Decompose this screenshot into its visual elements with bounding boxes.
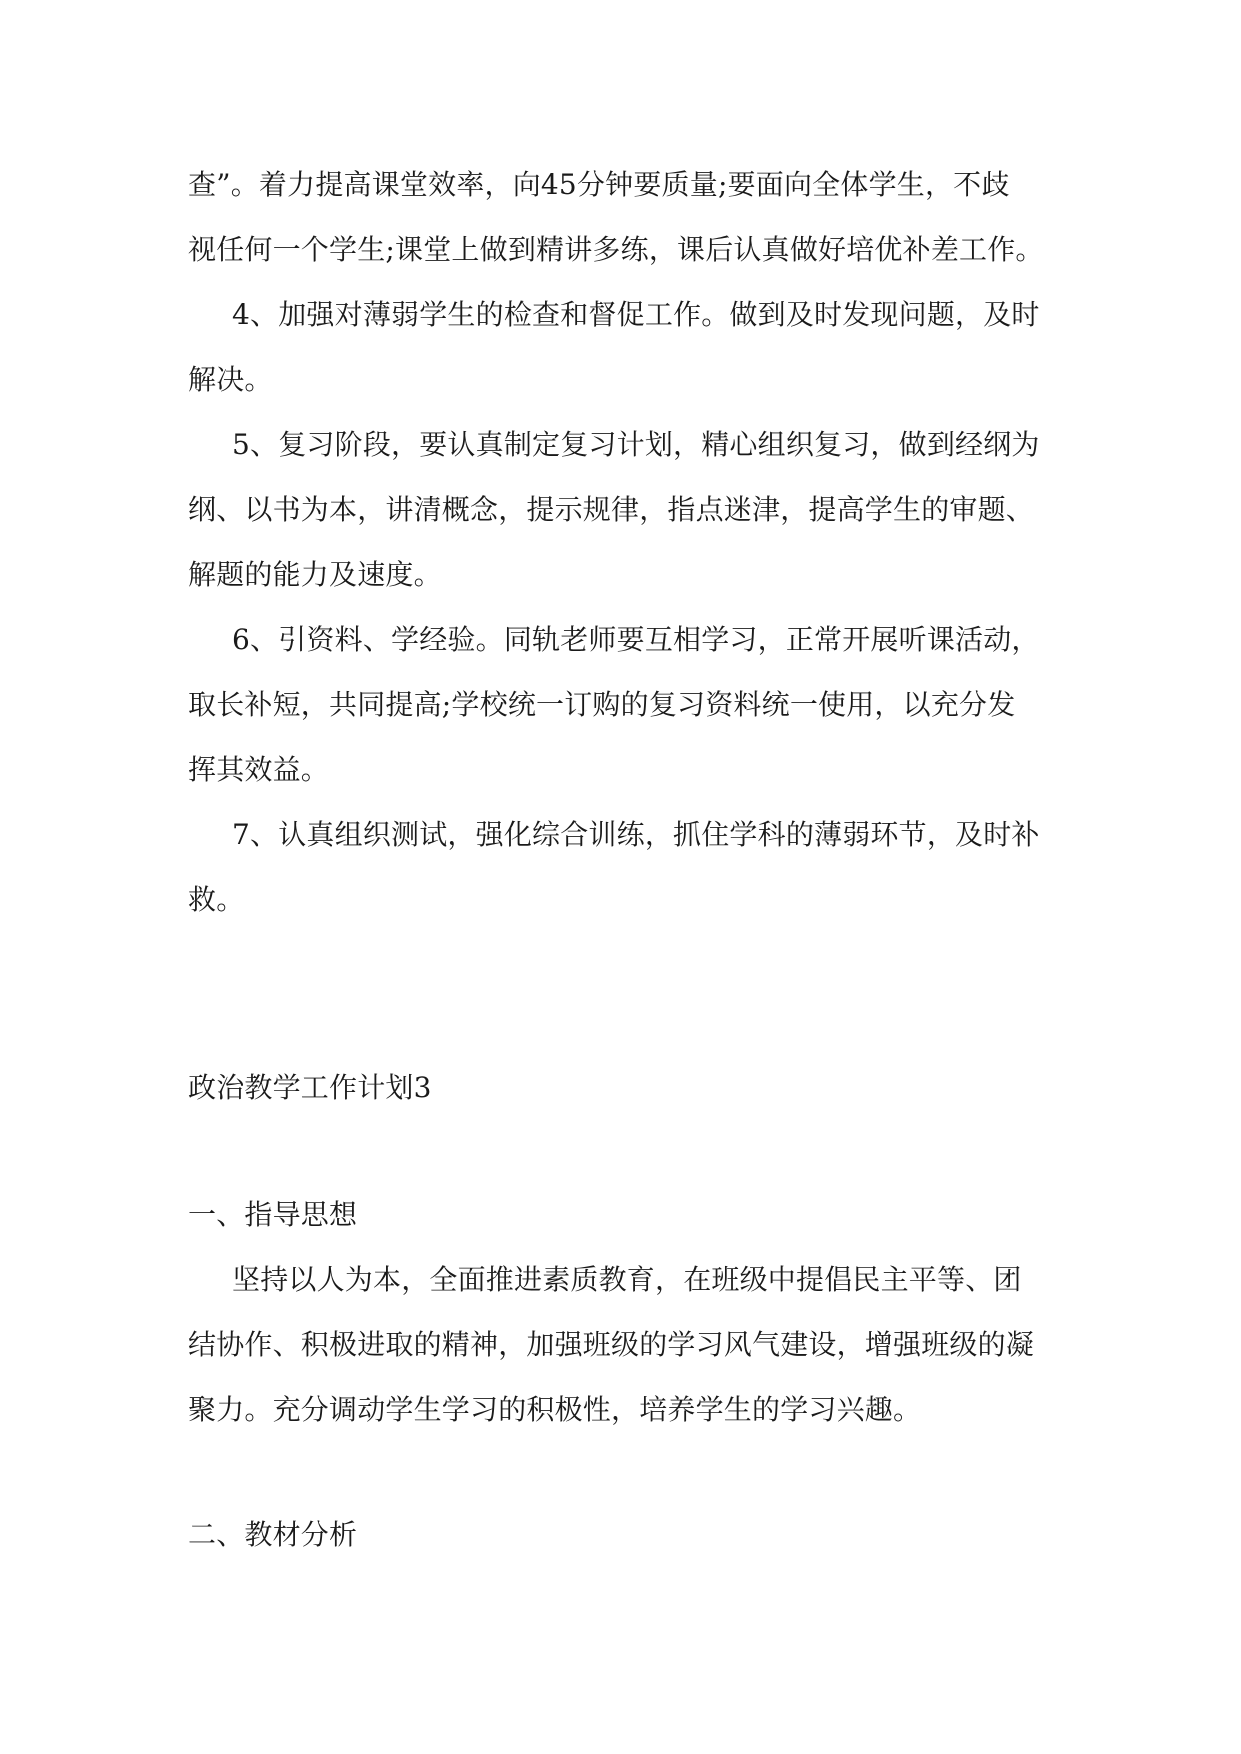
list-item-6: 6、引资料、学经验。同轨老师要互相学习，正常开展听课活动，	[232, 623, 1040, 656]
body-text-line: 查”。着力提高课堂效率，向45分钟要质量;要面向全体学生，不歧	[188, 168, 1010, 201]
body-text-line: 挥其效益。	[188, 753, 330, 786]
body-text-line: 取长补短，共同提高;学校统一订购的复习资料统一使用，以充分发	[188, 688, 1016, 721]
body-text-line: 解题的能力及速度。	[188, 558, 442, 591]
body-text-line: 纲、以书为本，讲清概念，提示规律，指点迷津，提高学生的审题、	[188, 493, 1035, 526]
heading-textbook-analysis: 二、教材分析	[188, 1518, 358, 1551]
list-item-5: 5、复习阶段，要认真制定复习计划，精心组织复习，做到经纲为	[232, 428, 1040, 461]
body-text-line: 视任何一个学生;课堂上做到精讲多练，课后认真做好培优补差工作。	[188, 233, 1044, 266]
list-item-7: 7、认真组织测试，强化综合训练，抓住学科的薄弱环节，及时补	[232, 818, 1040, 851]
paragraph-line: 结协作、积极进取的精神，加强班级的学习风气建设，增强班级的凝	[188, 1328, 1035, 1361]
body-text-line: 救。	[188, 883, 245, 916]
body-text-line: 解决。	[188, 363, 273, 396]
paragraph-line: 聚力。充分调动学生学习的积极性，培养学生的学习兴趣。	[188, 1393, 922, 1426]
section-title: 政治教学工作计划3	[188, 1071, 432, 1104]
heading-guiding-ideology: 一、指导思想	[188, 1198, 358, 1231]
list-item-4: 4、加强对薄弱学生的检查和督促工作。做到及时发现问题，及时	[232, 298, 1040, 331]
paragraph-line: 坚持以人为本，全面推进素质教育，在班级中提倡民主平等、团	[232, 1263, 1022, 1296]
